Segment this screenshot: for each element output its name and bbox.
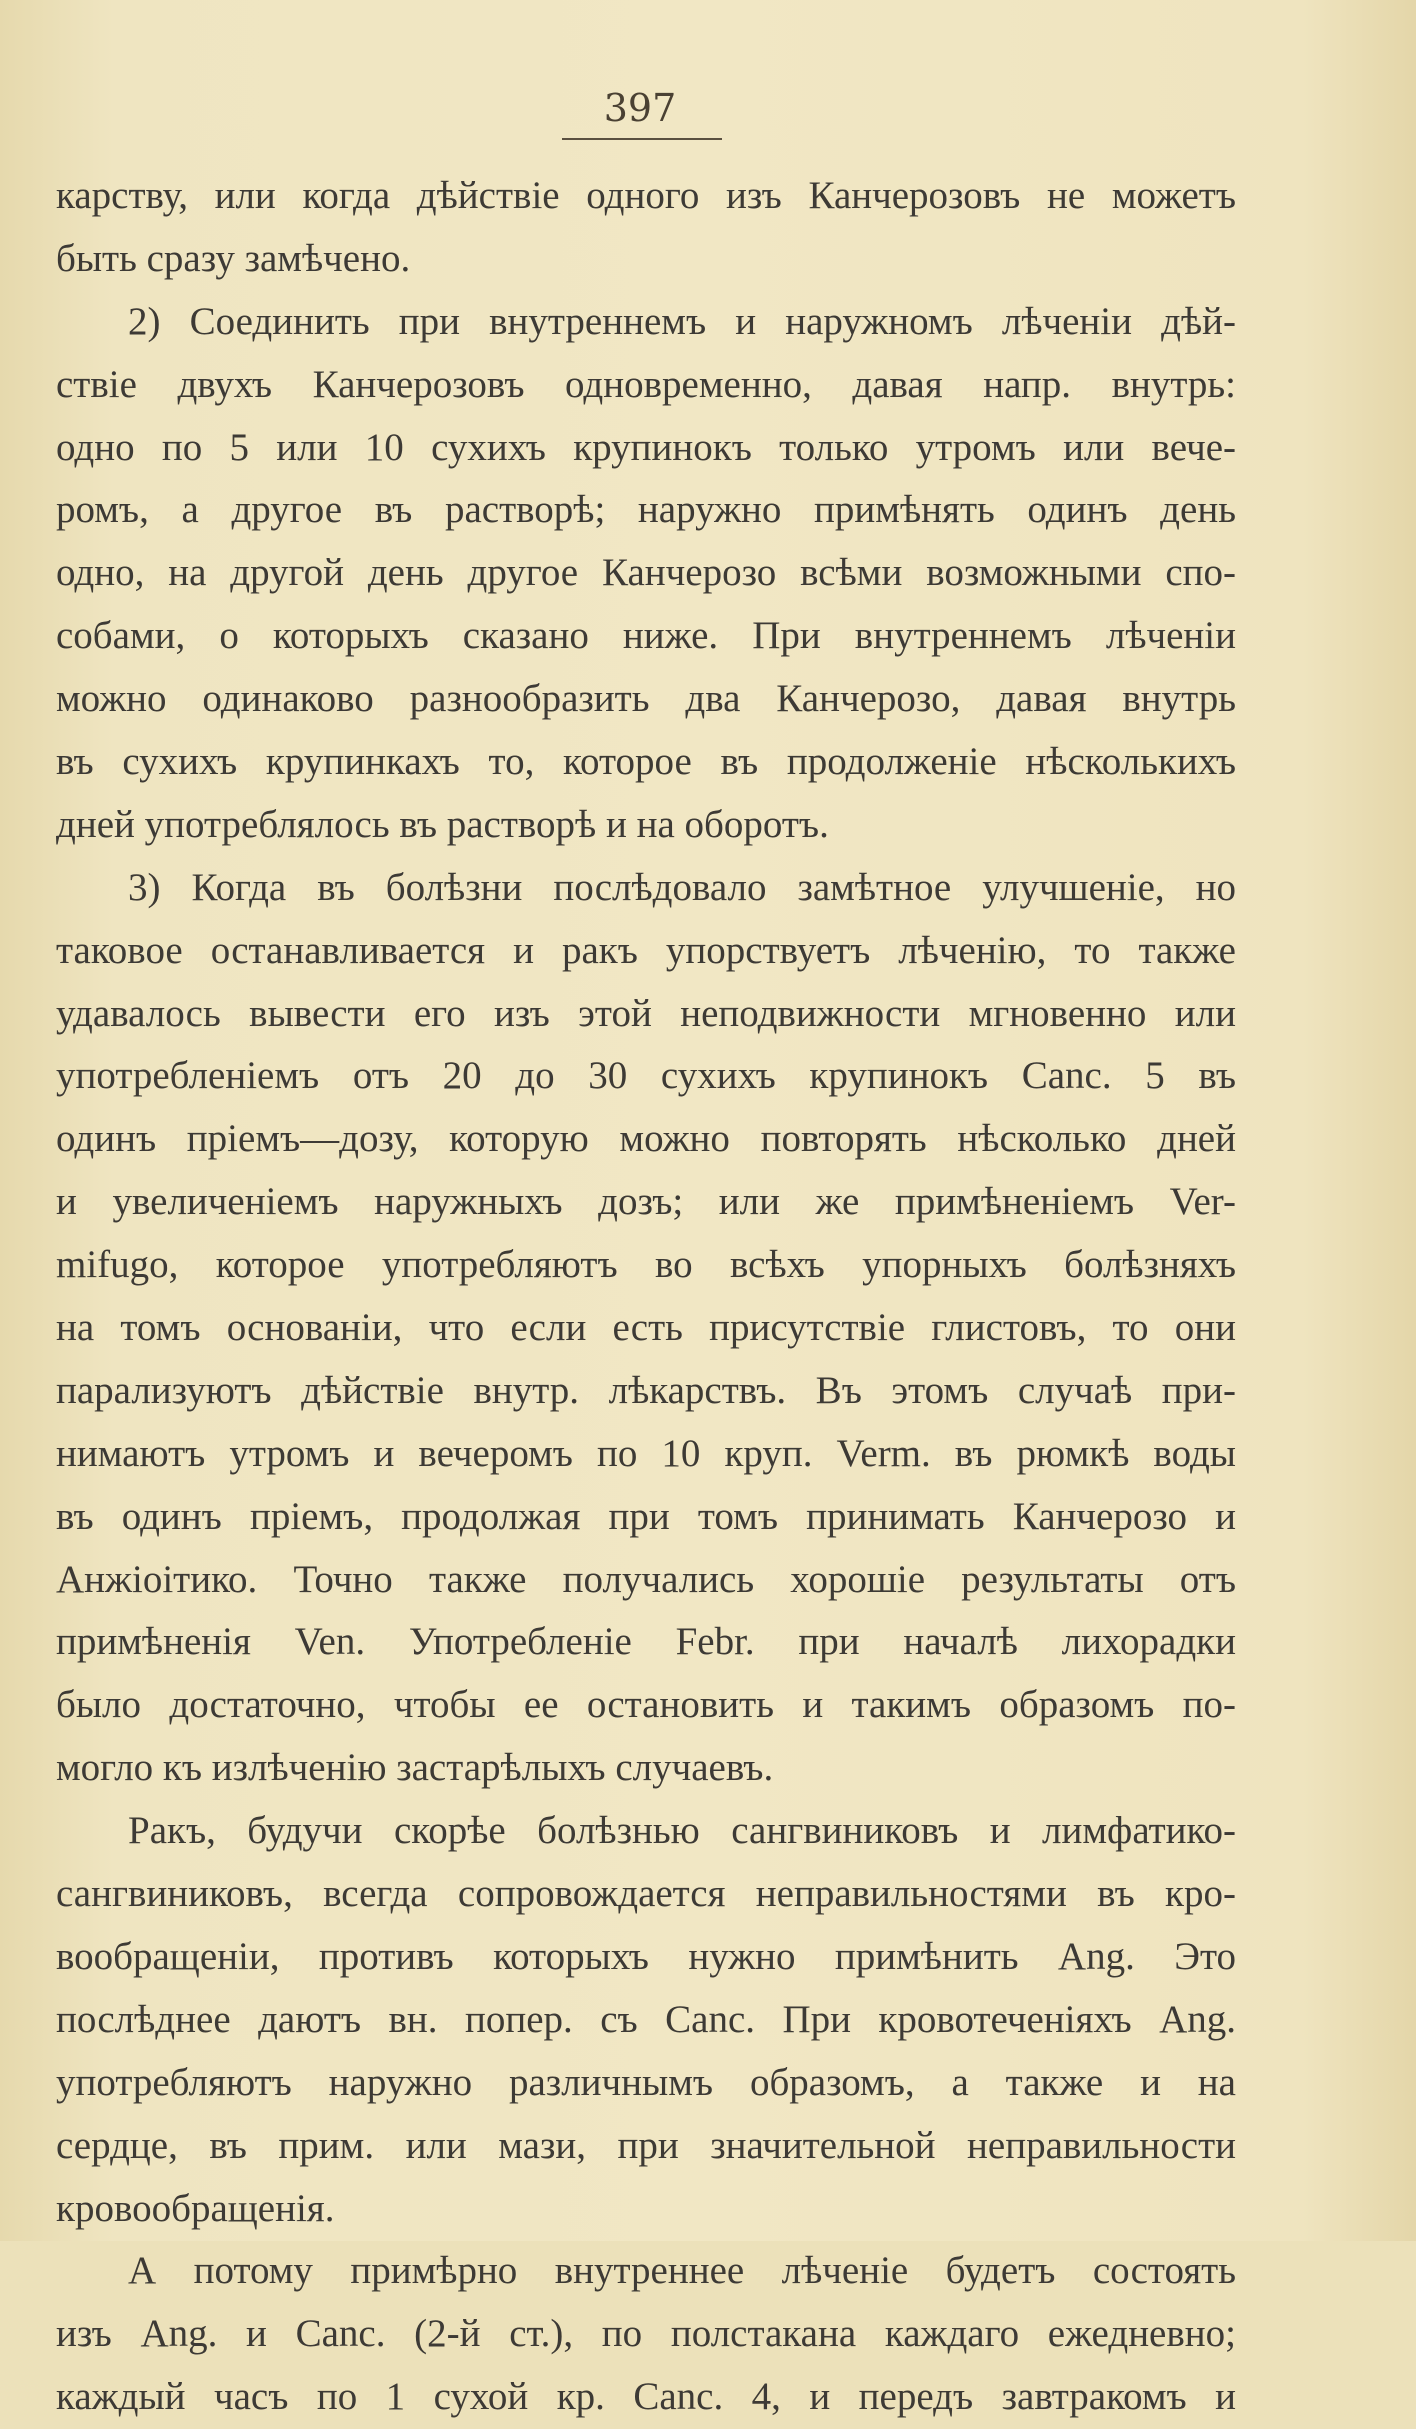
text-line: собами, о которыхъ сказано ниже. При внутреннемъ лѣченіи — [56, 614, 1236, 658]
text-line: употребленіемъ отъ 20 до 30 сухихъ крупинокъ Canc. 5 въ — [56, 1054, 1236, 1098]
text-line: нимаютъ утромъ и вечеромъ по 10 круп. Verm. въ рюмкѣ воды — [56, 1431, 1236, 1475]
text-line: изъ Ang. и Canc. (2-й ст.), по полстакана каждаго ежедневно; — [56, 2312, 1236, 2356]
text-line: примѣненія Ven. Употребленіе Febr. при началѣ лихорадки — [56, 1620, 1236, 1664]
text-line: послѣднее даютъ вн. попер. съ Canc. При кровотеченіяхъ Ang. — [56, 1997, 1236, 2041]
text-line: употребляютъ наружно различнымъ образомъ, а также и на — [56, 2060, 1236, 2104]
text-line: mifugo, которое употребляютъ во всѣхъ упорныхъ болѣзняхъ — [56, 1243, 1236, 1287]
page-number-rule — [562, 138, 722, 140]
body-text — [56, 165, 1236, 2429]
text-line: парализуютъ дѣйствіе внутр. лѣкарствъ. Въ этомъ случаѣ при- — [56, 1368, 1236, 1412]
text-line: А потому примѣрно внутреннее лѣченіе будетъ состоять — [128, 2249, 1236, 2293]
text-line: ствіе двухъ Канчерозовъ одновременно, давая напр. внутрь: — [56, 362, 1236, 406]
text-line: удавалось вывести его изъ этой неподвижности мгновенно или — [56, 991, 1236, 1035]
text-line: въ сухихъ крупинкахъ то, которое въ продолженіе нѣсколькихъ — [56, 740, 1236, 784]
text-line: въ одинъ пріемъ, продолжая при томъ принимать Канчерозо и — [56, 1494, 1236, 1538]
text-line: Анжіоітико. Точно также получались хорошіе результаты отъ — [56, 1557, 1236, 1601]
page-number: 397 — [603, 86, 677, 130]
text-line: дней употреблялось въ растворѣ и на оборотъ. — [56, 802, 829, 846]
text-line: одно по 5 или 10 сухихъ крупинокъ только утромъ или вече- — [56, 425, 1236, 469]
text-line: быть сразу замѣчено. — [56, 236, 411, 280]
text-line: 2) Соединить при внутреннемъ и наружномъ лѣченіи дѣй- — [128, 299, 1236, 343]
text-line: одно, на другой день другое Канчерозо всѣми возможными спо- — [56, 551, 1236, 595]
text-line: было достаточно, чтобы ее остановить и такимъ образомъ по- — [56, 1683, 1236, 1727]
text-line: 3) Когда въ болѣзни послѣдовало замѣтное улучшеніе, но — [128, 865, 1236, 909]
text-line: вообращеніи, противъ которыхъ нужно примѣнить Ang. Это — [56, 1934, 1236, 1978]
text-line: кровообращенія. — [56, 2186, 335, 2230]
text-line: ромъ, а другое въ растворѣ; наружно примѣнять одинъ день — [56, 488, 1236, 532]
text-line: можно одинаково разнообразить два Канчерозо, давая внутрь — [56, 677, 1236, 721]
text-line: карству, или когда дѣйствіе одного изъ Канчерозовъ не можетъ — [56, 174, 1236, 217]
text-line: таковое останавливается и ракъ упорствуетъ лѣченію, то также — [56, 928, 1236, 972]
text-line: Ракъ, будучи скорѣе болѣзнью сангвиниковъ и лимфатико- — [128, 1809, 1236, 1853]
text-line: одинъ пріемъ—дозу, которую можно повторять нѣсколько дней — [56, 1117, 1236, 1161]
text-line: на томъ основаніи, что если есть присутствіе глистовъ, то они — [56, 1306, 1236, 1350]
text-line: и увеличеніемъ наружныхъ дозъ; или же примѣненіемъ Ver- — [56, 1180, 1236, 1224]
text-line: сердце, въ прим. или мази, при значительной неправильности — [56, 2123, 1236, 2167]
text-line: могло къ излѣченію застарѣлыхъ случаевъ. — [56, 1746, 774, 1790]
text-line: сангвиниковъ, всегда сопровождается неправильностями въ кро- — [56, 1872, 1236, 1916]
text-line: каждый часъ по 1 сухой кр. Canc. 4, и передъ завтракомъ и — [56, 2375, 1236, 2419]
